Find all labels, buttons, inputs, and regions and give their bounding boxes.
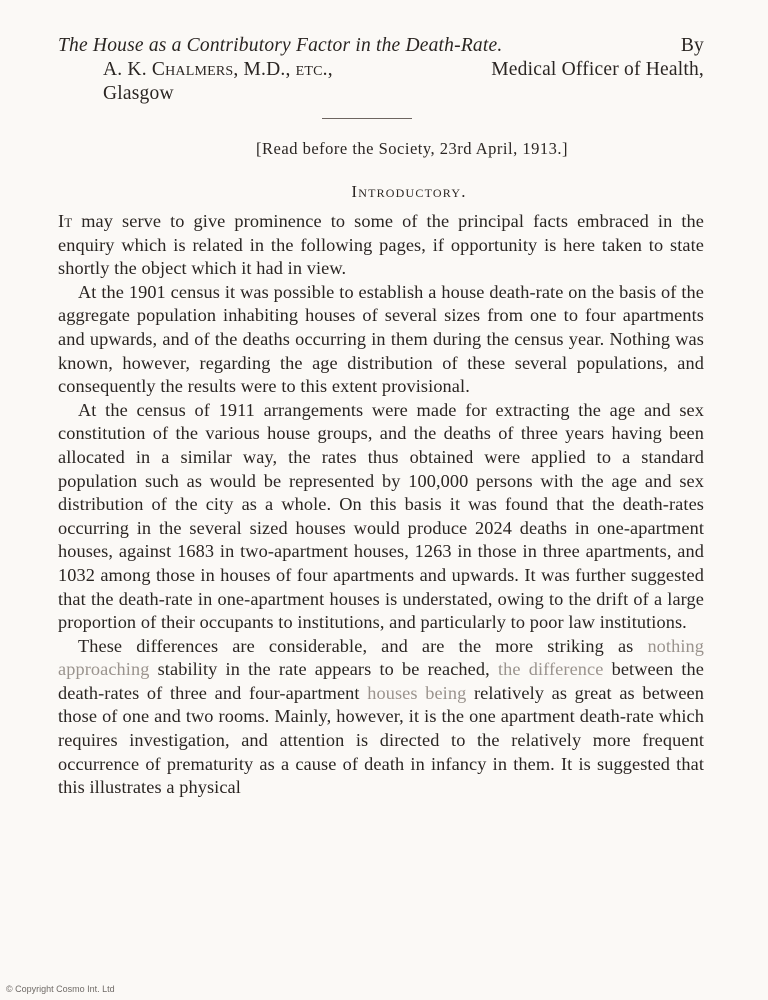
author-role: Medical Officer of Health, [491,59,704,80]
by-label: By [680,35,704,56]
read-note: [Read before the Society, 23rd April, 1913.] [256,139,568,158]
paragraph: At the 1901 census it was possible to establish a house death-rate on the basis of the aggregate population inhabiting houses of several sizes from one to four apartments and upwards, and of the deaths occurring in them during the census year. Nothing was known, however, regarding the age distribution of these several populations, and consequently the results were to this extent provisional. [58,281,704,397]
paragraph-text: may serve to give prominence to some of the principal facts embraced in the enquiry which is related in the following pages, if opportunity is here taken to state shortly the object which it had in view. [58,211,704,279]
paragraph-text: stability in the rate appears to be reached, [149,659,498,680]
faded-text: nothing approaching [58,635,704,680]
author-line [58,58,704,82]
paragraph-text: These differences are considerable, and are the more striking as [78,635,648,656]
article-body [58,210,704,800]
author-name: A. K. Chalmers, M.D., etc., [103,59,333,80]
header-divider [322,118,412,119]
document-page [58,34,704,800]
faded-text: the difference [497,659,604,680]
author-place: Glasgow [103,83,174,104]
paragraph-text: relatively as great as between those of one and two rooms. Mainly, however, it is the one apartment death-rate which requires investigation, and attention is directed to the relatively more frequent occurrence of prematurity as a cause of death in infancy in them. It is suggested that this illustrates a physical [58,682,704,798]
paragraph: At the census of 1911 arrangements were made for extracting the age and sex constitution of the various house groups, and the deaths of three years having been allocated in a similar way, the rates thus obtained were applied to a standard population such as would be represented by 100,000 persons with the age and sex distribution of the city as a whole. On this basis it was found that the death-rates occurring in the several sized houses would produce 2024 deaths in one-apartment houses, against 1683 in two-apartment houses, 1263 in those in three apartments, and 1032 among those in houses of four apartments and upwards. It was further suggested that the death-rate in one-apartment houses is understated, owing to the drift of a large proportion of their occupants to institutions, and particularly to poor law institutions. [58,399,704,633]
copyright-watermark: © Copyright Cosmo Int. Ltd [6,984,115,994]
faded-text: houses being [367,682,467,703]
article-header [58,34,704,106]
article-title: The House as a Contributory Factor in the Death-Rate. [58,35,503,56]
paragraph-text: between the death-rates of three and four-apartment [58,659,704,703]
paragraph [58,210,704,281]
paragraph [58,635,704,800]
paragraph-lead: It [58,211,73,231]
section-heading: Introductory. [351,182,467,201]
title-line [58,34,704,58]
